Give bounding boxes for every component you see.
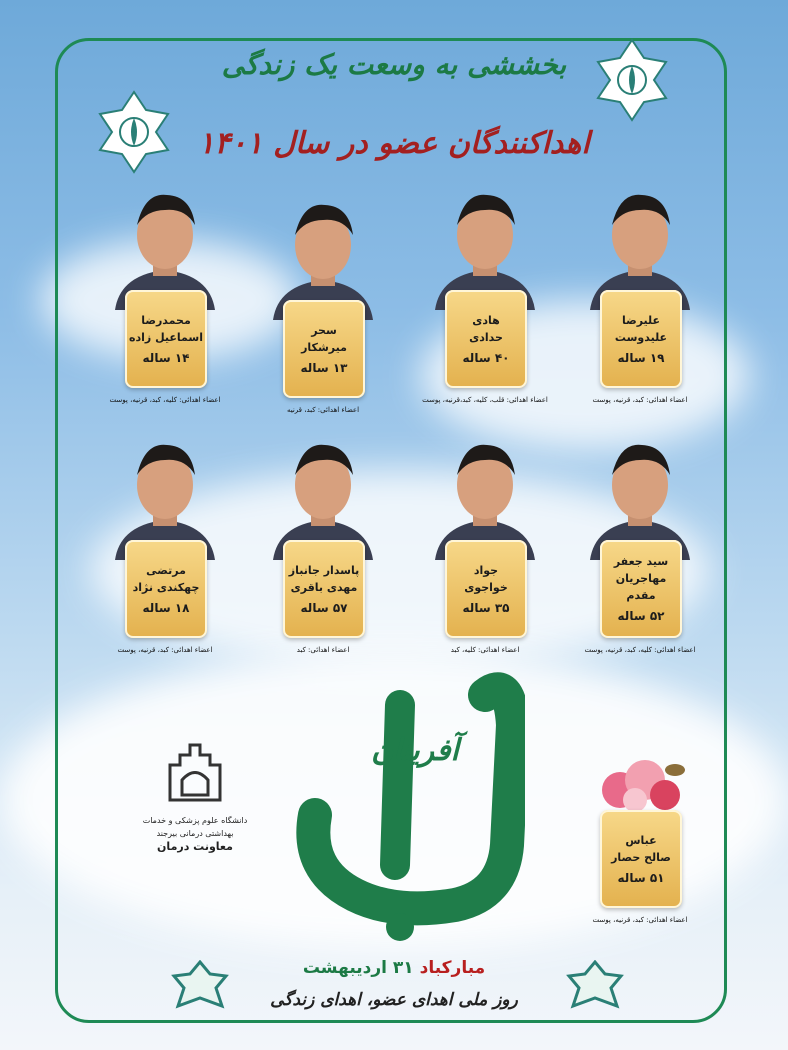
name-plaque [445,540,527,638]
date-text: ۳۱ اردیبهشت [302,958,414,978]
donor-first-name: سید جعفر [613,555,669,568]
donor-first-name: سحر [311,323,337,337]
donor-card [243,190,403,460]
donor-first-name: پاسدار جانباز [288,563,360,577]
donated-organs: اعضاء اهدائی: کلیه، کبد [450,646,520,654]
donor-card [85,180,245,450]
donor-card [560,700,720,970]
slogan-text: روز ملی اهدای عضو، اهدای زندگی [270,990,518,1010]
name-plaque [125,290,207,388]
donor-card [243,430,403,700]
donor-card [85,430,245,700]
donated-organs: اعضاء اهدائی: کبد، قرنیه، پوست [592,396,688,404]
donated-organs: اعضاء اهدائی: کبد [296,646,350,654]
donor-first-name: هادی [472,313,500,327]
name-plaque [600,290,682,388]
donor-last-name: حدادی [469,330,503,344]
name-plaque [600,810,682,908]
name-plaque [445,290,527,388]
donor-card [405,180,565,450]
donor-age: ۱۸ ساله [142,600,190,615]
name-plaque [600,540,682,638]
donor-age: ۱۹ ساله [617,350,665,365]
donor-last-name: چهکندی نژاد [132,580,200,594]
university-dept: معاونت درمان [157,840,233,853]
donated-organs: اعضاء اهدائی: کلیه، کبد، قرنیه، پوست [109,396,221,404]
donor-last-name: مهاجریان مقدم [615,572,667,602]
university-logo [130,740,260,860]
donor-card [560,430,720,700]
donor-last-name: میرشکار [301,340,347,354]
donor-age: ۱۴ ساله [142,350,190,365]
donor-first-name: جواد [473,563,499,577]
donor-last-name: اسماعیل زاده [129,330,203,344]
donated-organs: اعضاء اهدائی: کبد، قرنیه، پوست [117,646,213,654]
headline: بخششی به وسعت یک زندگی [221,48,567,81]
donor-age: ۵۷ ساله [300,600,348,615]
ornament-icon [565,960,625,1010]
donated-organs: اعضاء اهدائی: کبد، قرنیه [286,406,360,414]
donor-last-name: علیدوست [614,330,668,344]
university-emblem-icon [160,740,230,810]
jan-afarinan-logo [285,665,525,955]
donor-age: ۵۱ ساله [617,870,665,885]
donor-first-name: عباس [625,833,657,847]
donor-card [405,430,565,700]
congrats-text: مبارکباد [419,958,486,978]
donated-organs: اعضاء اهدائی: کلیه، کبد، قرنیه، پوست [584,646,696,654]
donor-last-name: خواجوی [464,580,508,594]
donor-first-name: علیرضا [621,313,661,327]
ornament-icon [170,960,230,1010]
donor-age: ۳۵ ساله [462,600,510,615]
university-name: دانشگاه علوم پزشکی و خدمات بهداشتی درمانی بیرجند [142,816,248,838]
donated-organs: اعضاء اهدائی: قلب، کلیه، کبد،قرنیه، پوست [422,396,548,404]
donor-age: ۴۰ ساله [462,350,510,365]
donor-age: ۵۲ ساله [617,609,665,623]
donor-last-name: صالح حصار [611,850,671,864]
sub-headline: اهداکنندگان عضو در سال ۱۴۰۱ [198,126,590,161]
date-line [0,958,788,978]
donor-age: ۱۳ ساله [300,360,348,375]
donor-first-name: مرتضی [146,563,186,577]
name-plaque [283,300,365,398]
name-plaque [125,540,207,638]
donated-organs: اعضاء اهدائی: کبد، قرنیه، پوست [592,916,688,924]
name-plaque [283,540,365,638]
donor-card [560,180,720,450]
jan-small-text: آفرینان [371,733,459,768]
donor-first-name: محمدرضا [141,313,191,327]
donor-last-name: مهدی باقری [290,580,358,594]
